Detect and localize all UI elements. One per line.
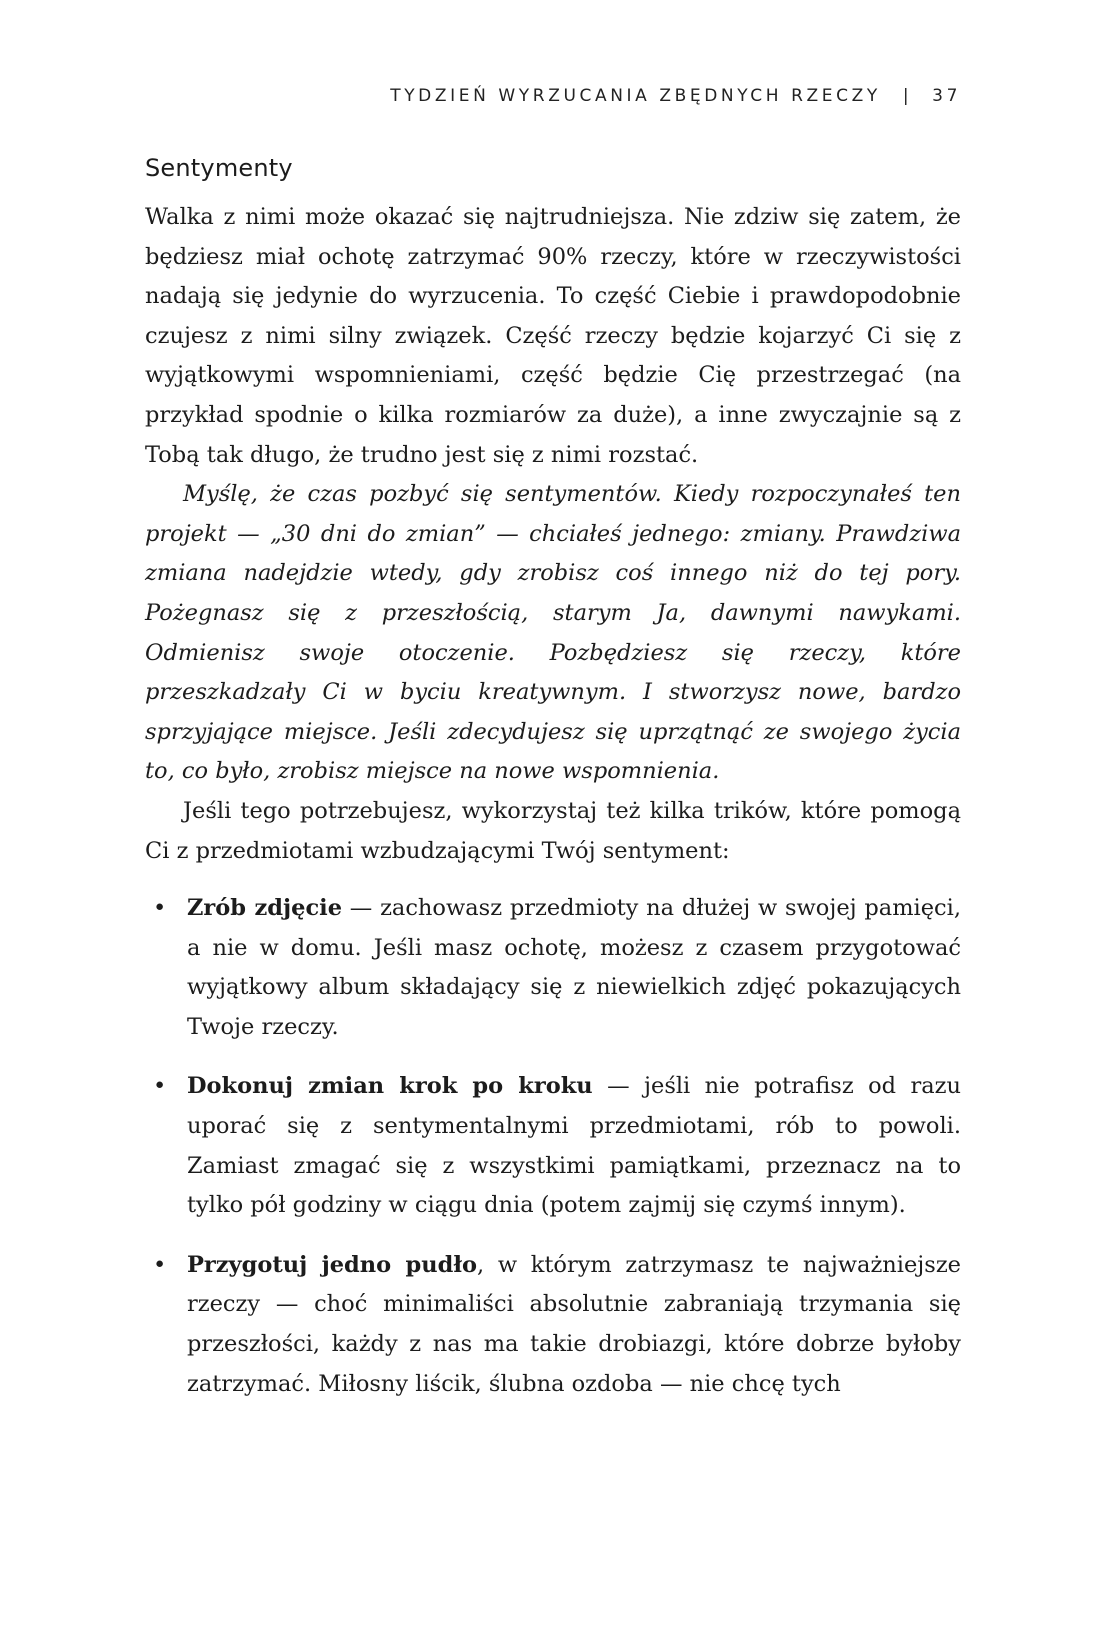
section-title: Sentymenty [145, 154, 293, 182]
tip-lead: Przygotuj jedno pudło [187, 1251, 477, 1278]
bullet-icon: • [153, 1073, 167, 1100]
page-number: 37 [932, 86, 961, 106]
paragraph-tricks-intro: Jeśli tego potrzebujesz, wykorzystaj też kilka trików, które pomogą Ci z przedmiotami wzbudzającymi Twój sentyment: [145, 797, 961, 864]
list-item [145, 1067, 961, 1225]
tip-lead: Zrób zdjęcie [187, 895, 343, 922]
tips-list [145, 889, 961, 1404]
paragraph-intro: Walka z nimi może okazać się najtrudniejsza. Nie zdziw się zatem, że będziesz miał ochotę zatrzymać 90% rzeczy, które w rzeczywistości nadają się jedynie do wyrzucenia. To część Ciebie i prawdopodobnie czujesz z nimi silny związek. Część rzeczy będzie kojarzyć Ci się z wyjątkowymi wspomnieniami, część będzie Cię przestrzegać (na przykład spodnie o kilka rozmiarów za duże), a inne zwyczajnie są z Tobą tak długo, że trudno jest się z nimi rozstać. [145, 204, 961, 468]
paragraph-italic: Myślę, że czas pozbyć się sentymentów. Kiedy rozpoczynałeś ten projekt — „30 dni do zmian” — chciałeś jednego: zmiany. Prawdziwa zmiana nadejdzie wtedy, gdy zrobisz coś innego niż do tej pory. Pożegnasz się z przeszłością, starym Ja, dawnymi nawykami. Odmienisz swoje otoczenie. Pozbędziesz się rzeczy, które przeszkadzały Ci w byciu kreatywnym. I stworzysz nowe, bardzo sprzyjające miejsce. Jeśli zdecydujesz się uprzątnąć ze swojego życia to, co było, zrobisz miejsce na nowe wspomnienia. [145, 481, 961, 785]
bullet-icon: • [153, 1251, 167, 1278]
tip-text: — jeśli nie potrafisz od razu uporać się z sentymentalnymi przedmiotami, rób to powoli. Zamiast zmagać się z wszystkimi pamiątkami, przeznacz na to tylko pół godziny w ciągu dnia (potem zajmij się czymś innym). [187, 1073, 962, 1219]
list-item [145, 889, 961, 1047]
tip-text: , w którym zatrzymasz te najważniejsze rzeczy — choć minimaliści absolutnie zabraniają trzymania się przeszłości, każdy z nas ma takie drobiazgi, które dobrze byłoby zatrzymać. Miłosny liścik, ślubna ozdoba — nie chcę tych [187, 1251, 961, 1397]
running-title: TYDZIEŃ WYRZUCANIA ZBĘDNYCH RZECZY [390, 86, 881, 106]
tip-text: — zachowasz przedmioty na dłużej w swojej pamięci, a nie w domu. Jeśli masz ochotę, możesz z czasem przygotować wyjątkowy album składający się z niewielkich zdjęć pokazujących Twoje rzeczy. [187, 895, 961, 1040]
page-content [145, 148, 961, 1424]
tip-lead: Dokonuj zmian krok po kroku [187, 1073, 593, 1100]
running-head [120, 86, 961, 106]
bullet-icon: • [153, 895, 167, 922]
list-item [145, 1246, 961, 1404]
header-separator: | [902, 86, 913, 106]
